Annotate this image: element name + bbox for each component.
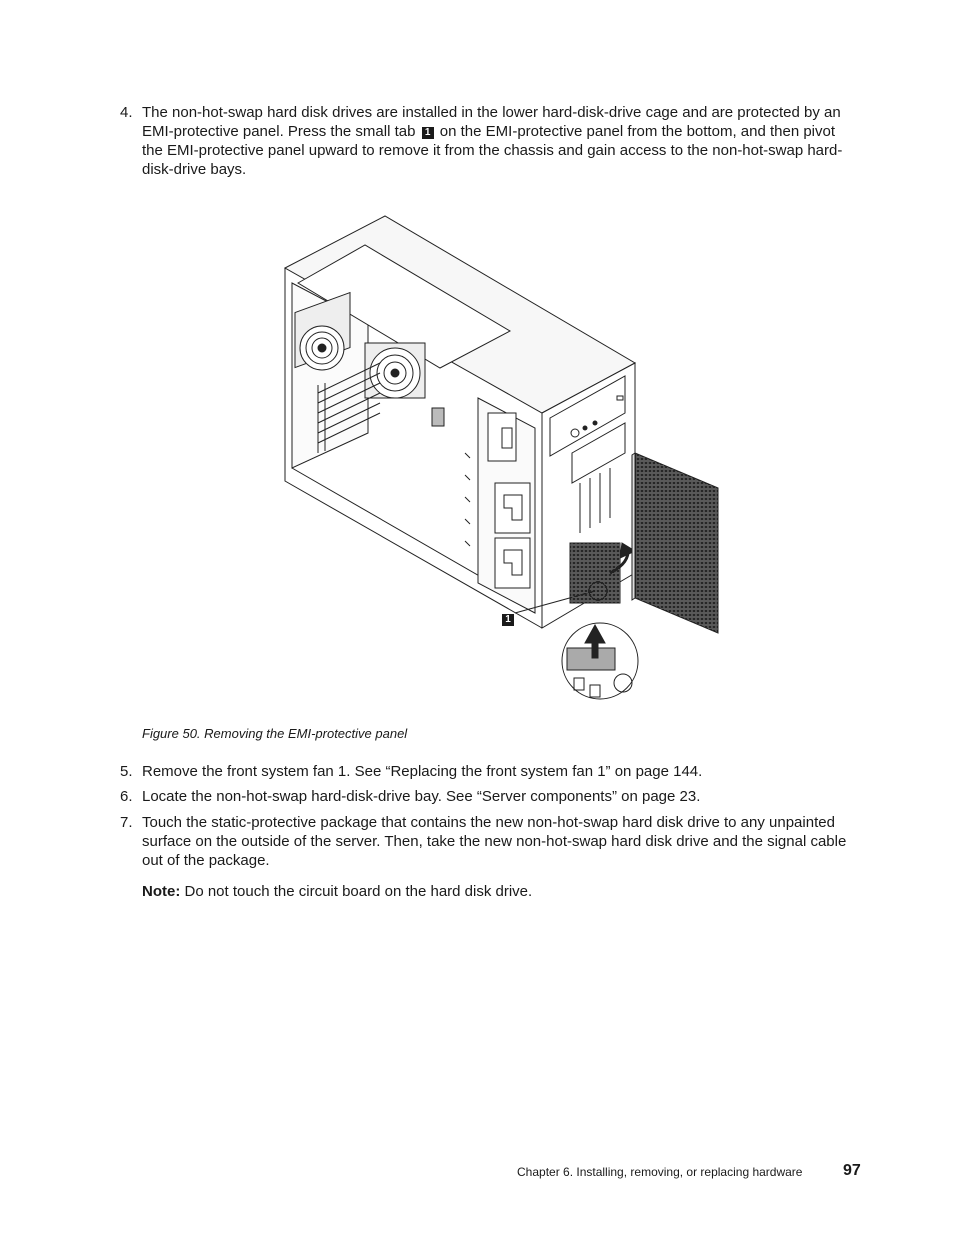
note <box>142 883 532 900</box>
note-text: Do not touch the circuit board on the hard disk drive. <box>180 883 533 900</box>
figure-callout-badge: 1 <box>502 614 514 626</box>
cpu-fan-icon <box>365 343 425 398</box>
step-text: Touch the static-protective package that contains the new non-hot-swap hard disk drive to any unpainted surface on the outside of the server. Then, take the new non-hot-swap hard disk drive and the signal cable out of the package. <box>142 814 847 869</box>
figure-server-chassis <box>280 213 722 703</box>
step-number: 5. <box>120 763 133 780</box>
step-6 <box>120 787 860 806</box>
step-text: Remove the front system fan 1. See “Replacing the front system fan 1” on page 144. <box>142 763 703 780</box>
server-illustration <box>280 213 722 703</box>
step-number: 7. <box>120 814 133 831</box>
step-4 <box>120 103 860 179</box>
callout-badge: 1 <box>422 127 434 139</box>
figure-caption: Figure 50. Removing the EMI-protective panel <box>142 726 408 741</box>
step-number: 6. <box>120 788 133 805</box>
page-number: 97 <box>843 1162 861 1179</box>
zoom-detail <box>562 623 638 699</box>
step-5 <box>120 762 860 781</box>
step-text: The non-hot-swap hard disk drives are installed in the lower hard-disk-drive cage and are protected by an EMI-protective panel. Press the small tab 1 on the EMI-protective panel from the bottom, and then pivot the EMI-protective panel upward to remove it from the chassis and gain access to the non-hot-swap hard-disk-drive bays. <box>142 104 843 178</box>
step-text: Locate the non-hot-swap hard-disk-drive bay. See “Server components” on page 23. <box>142 788 701 805</box>
step-number: 4. <box>120 104 133 121</box>
footer-chapter: Chapter 6. Installing, removing, or replacing hardware <box>517 1165 803 1179</box>
step-7 <box>120 813 860 870</box>
note-label: Note: <box>142 883 181 900</box>
